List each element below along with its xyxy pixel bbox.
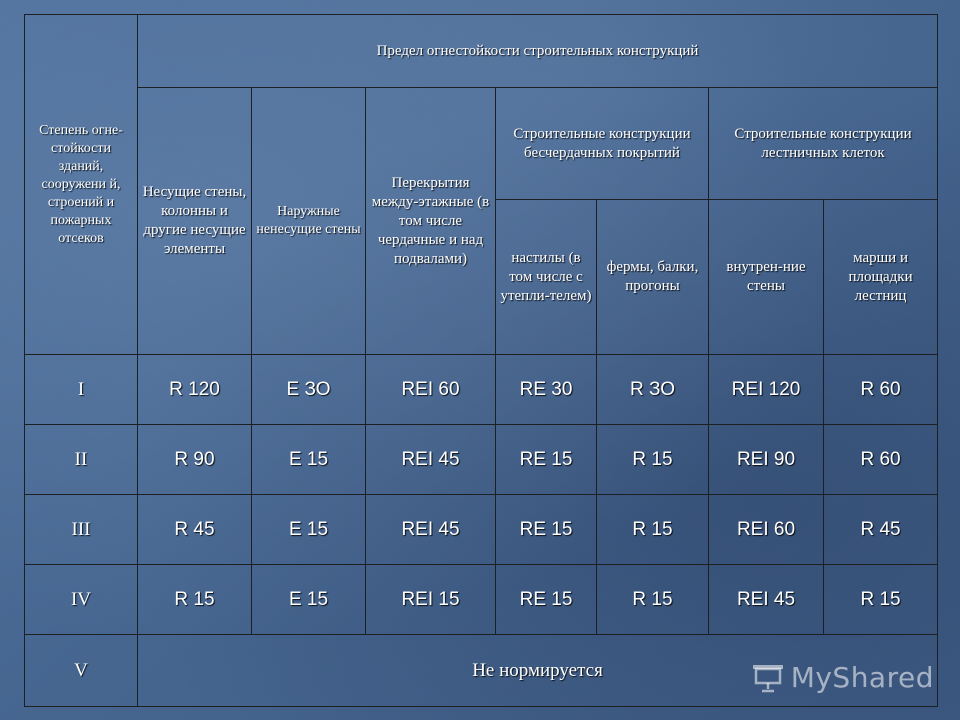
header-trusses-beams: фермы, балки, прогоны — [597, 200, 709, 355]
table-row — [25, 565, 938, 635]
header-stairwell-structures: Строительные конструкции лестничных клеток — [709, 88, 938, 200]
degree-cell: III — [25, 495, 138, 565]
watermark — [751, 661, 934, 694]
projector-screen-icon — [751, 663, 785, 693]
value-cell: RE 15 — [496, 495, 597, 565]
not-regulated-cell: Не нормируется — [138, 635, 938, 707]
value-cell: R 60 — [824, 355, 938, 425]
value-cell: E 15 — [252, 495, 366, 565]
value-cell: R 45 — [824, 495, 938, 565]
value-cell: RE 15 — [496, 425, 597, 495]
value-cell: R 15 — [597, 425, 709, 495]
value-cell: R 15 — [597, 495, 709, 565]
watermark-text: MyShared — [790, 661, 934, 694]
value-cell: R ЗО — [597, 355, 709, 425]
value-cell: R 90 — [138, 425, 252, 495]
value-cell: R 15 — [824, 565, 938, 635]
header-fire-resistance-limit: Предел огнестойкости строительных конструкций — [138, 15, 938, 88]
value-cell: R 45 — [138, 495, 252, 565]
value-cell: RE 30 — [496, 355, 597, 425]
value-cell: REI 15 — [366, 565, 496, 635]
degree-cell: I — [25, 355, 138, 425]
value-cell: REI 60 — [709, 495, 824, 565]
degree-cell: IV — [25, 565, 138, 635]
value-cell: REI 90 — [709, 425, 824, 495]
header-roof-structures: Строительные конструкции бесчердачных покрытий — [496, 88, 709, 200]
header-internal-walls: внутрен-ние стены — [709, 200, 824, 355]
value-cell: E 15 — [252, 565, 366, 635]
table-row — [25, 355, 938, 425]
value-cell: R 15 — [138, 565, 252, 635]
value-cell: R 60 — [824, 425, 938, 495]
header-external-walls: Наружные ненесущие стены — [252, 88, 366, 355]
value-cell: REI 120 — [709, 355, 824, 425]
header-fire-resistance-degree: Степень огне-стойкости зданий, сооружени й, строений и пожарных отсеков — [25, 15, 138, 355]
table-row — [25, 425, 938, 495]
degree-cell: II — [25, 425, 138, 495]
value-cell: E 15 — [252, 425, 366, 495]
header-stair-flights: марши и площадки лестниц — [824, 200, 938, 355]
value-cell: RE 15 — [496, 565, 597, 635]
value-cell: E ЗО — [252, 355, 366, 425]
value-cell: REI 45 — [366, 425, 496, 495]
header-floors: Перекрытия между-этажные (в том числе чердачные и над подвалами) — [366, 88, 496, 355]
value-cell: R 15 — [597, 565, 709, 635]
degree-cell: V — [25, 635, 138, 707]
fire-resistance-table — [24, 14, 938, 707]
header-decks: настилы (в том числе с утепли-телем) — [496, 200, 597, 355]
value-cell: REI 60 — [366, 355, 496, 425]
value-cell: R 120 — [138, 355, 252, 425]
header-load-bearing-walls: Несущие стены, колонны и другие несущие элементы — [138, 88, 252, 355]
table-row — [25, 495, 938, 565]
value-cell: REI 45 — [366, 495, 496, 565]
value-cell: REI 45 — [709, 565, 824, 635]
